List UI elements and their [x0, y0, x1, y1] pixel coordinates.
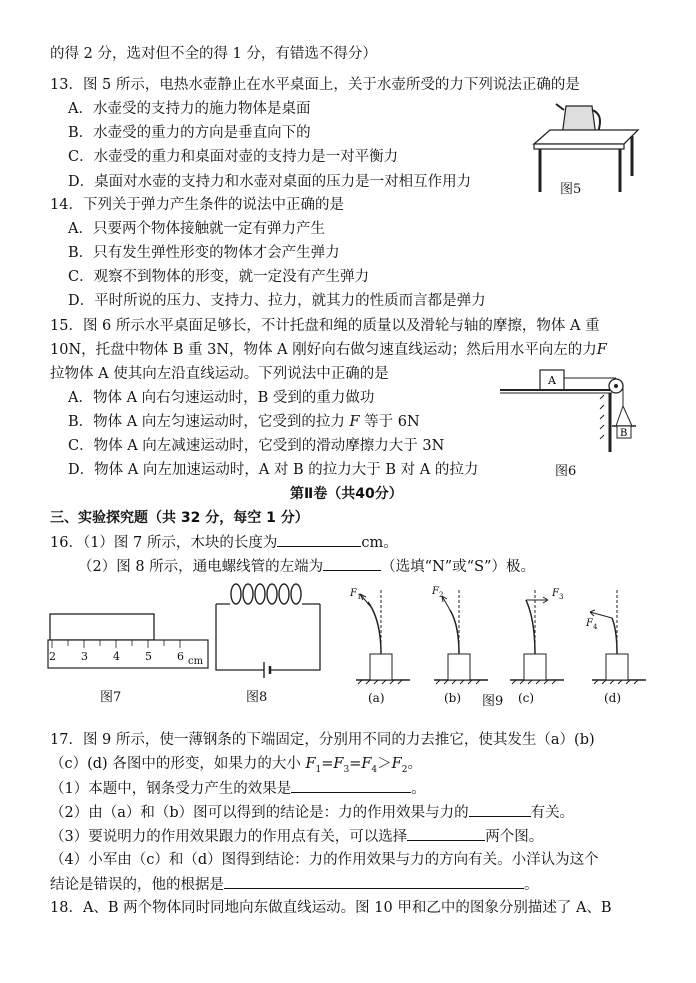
question-13-option-b: B．水壶受的重力的方向是垂直向下的: [68, 125, 311, 141]
ruler-tick-label: 4: [113, 650, 120, 663]
answer-blank-pole[interactable]: [323, 556, 381, 571]
question-15-option-a: A．物体 A 向右匀速运动时，B 受到的重力做功: [68, 390, 375, 406]
figure-6-pulley-setup: [500, 364, 640, 454]
ruler-tick-label: 2: [49, 650, 56, 663]
figure-8-solenoid-circuit: [212, 580, 324, 680]
figure-9-caption: 图9: [482, 694, 504, 709]
svg-text:4: 4: [593, 623, 598, 631]
answer-blank-length[interactable]: [277, 532, 361, 547]
question-15-option-d: D．物体 A 向左加速运动时，A 对 B 的拉力大于 B 对 A 的拉力: [68, 462, 479, 478]
force-symbol: F: [596, 342, 607, 358]
figure-7-ruler: [48, 610, 212, 674]
subfigure-b-label: (b): [444, 691, 462, 705]
question-17-stem-line1: 17．图 9 所示，使一薄钢条的下端固定，分别用不同的力去推它，使其发生（a）(b): [50, 732, 595, 748]
svg-text:3: 3: [559, 593, 564, 601]
figure-6-caption: 图6: [555, 464, 577, 479]
question-16-part-2: （2）图 8 所示，通电螺线管的左端为 （选填“N”或“S”）极。: [78, 556, 535, 577]
question-14-option-c: C．观察不到物体的形变，就一定没有产生弹力: [68, 269, 370, 285]
figure-5-kettle-table: [528, 92, 648, 202]
question-15-stem-line1: 15．图 6 所示水平桌面足够长，不计托盘和绳的质量以及滑轮与轴的摩擦，物体 A 重: [50, 318, 600, 334]
question-13-option-a: A．水壶受的支持力的施力物体是桌面: [68, 101, 311, 117]
ruler-tick-label: 6: [177, 650, 184, 663]
section-3-heading: 三、实验探究题（共 32 分，每空 1 分）: [50, 510, 309, 526]
question-13-stem: 13．图 5 所示，电热水壶静止在水平桌面上，关于水壶所受的力下列说法正确的是: [50, 77, 580, 93]
force-label-f2: F: [432, 586, 439, 597]
block-a-label: A: [548, 374, 556, 387]
question-17-sub-1: （1）本题中，钢条受力产生的效果是 。: [50, 778, 426, 799]
question-17-sub-3: （3）要说明力的作用效果跟力的作用点有关，可以选择 两个图。: [50, 826, 543, 847]
ruler-tick-label: 3: [81, 650, 88, 663]
part-2-heading: 第Ⅱ卷（共40分）: [290, 486, 403, 502]
question-15-option-c: C．物体 A 向左减速运动时，它受到的滑动摩擦力大于 3N: [68, 438, 445, 454]
subfigure-a-label: (a): [368, 691, 385, 705]
question-17-sub-4-cont: 结论是错误的，他的根据是 。: [50, 874, 539, 895]
force-label-f3: F: [552, 588, 559, 599]
question-16-part-1: 16．（1）图 7 所示，木块的长度为 cm。: [50, 532, 398, 553]
question-14-option-a: A．只要两个物体接触就一定有弹力产生: [68, 221, 325, 237]
answer-blank-factor[interactable]: [469, 802, 531, 817]
figure-7-caption: 图7: [100, 690, 122, 705]
subfigure-c-label: (c): [518, 691, 535, 705]
block-b-label: B: [620, 428, 628, 439]
question-17-sub-2: （2）由（a）和（b）图可以得到的结论是：力的作用效果与力的 有关。: [50, 802, 574, 823]
question-14-stem: 14．下列关于弹力产生条件的说法中正确的是: [50, 197, 344, 213]
question-15-option-b: B．物体 A 向左匀速运动时，它受到的拉力 F 等于 6N: [68, 414, 420, 430]
force-symbol: F: [349, 414, 360, 430]
ruler-unit: cm: [188, 656, 204, 667]
question-15-stem-line2: 10N，托盘中物体 B 重 3N，物体 A 刚好向右做匀速直线运动；然后用水平向左的力F: [50, 342, 607, 358]
ruler-tick-label: 5: [145, 650, 152, 663]
subfigure-d-label: (d): [604, 691, 622, 705]
question-18-stem: 18．A、B 两个物体同时同地向东做直线运动。图 10 甲和乙中的图象分别描述了 A、B: [50, 900, 612, 916]
figure-8-caption: 图8: [246, 690, 268, 705]
force-label-f4: F: [586, 618, 593, 629]
instruction-continued: 的得 2 分，选对但不全的得 1 分，有错选不得分）: [50, 46, 377, 62]
answer-blank-reason[interactable]: [224, 874, 524, 889]
force-label-f1: F: [350, 588, 357, 599]
solenoid-coil-icon: [231, 584, 301, 604]
answer-blank-effect[interactable]: [291, 778, 411, 793]
question-17-stem-line2: （c）(d) 各图中的形变，如果力的大小 $F_1=F_3=F_4>F_2$。: [50, 756, 422, 775]
question-13-option-c: C．水壶受的重力和桌面对壶的支持力是一对平衡力: [68, 149, 399, 165]
figure-5-caption: 图5: [560, 182, 582, 197]
figure-9-steel-strips: [350, 580, 660, 710]
question-13-option-d: D．桌面对水壶的支持力和水壶对桌面的压力是一对相互作用力: [68, 174, 472, 190]
svg-text:2: 2: [439, 591, 444, 599]
question-15-stem-line3: 拉物体 A 使其向左沿直线运动。下列说法中正确的是: [50, 366, 389, 382]
question-14-option-d: D．平时所说的压力、支持力、拉力，就其力的性质而言都是弹力: [68, 293, 486, 309]
question-14-option-b: B．只有发生弹性形变的物体才会产生弹力: [68, 245, 340, 261]
question-17-sub-4: （4）小军由（c）和（d）图得到结论：力的作用效果与力的方向有关。小洋认为这个: [50, 852, 599, 868]
svg-text:1: 1: [357, 593, 362, 601]
answer-blank-figures[interactable]: [407, 826, 485, 841]
